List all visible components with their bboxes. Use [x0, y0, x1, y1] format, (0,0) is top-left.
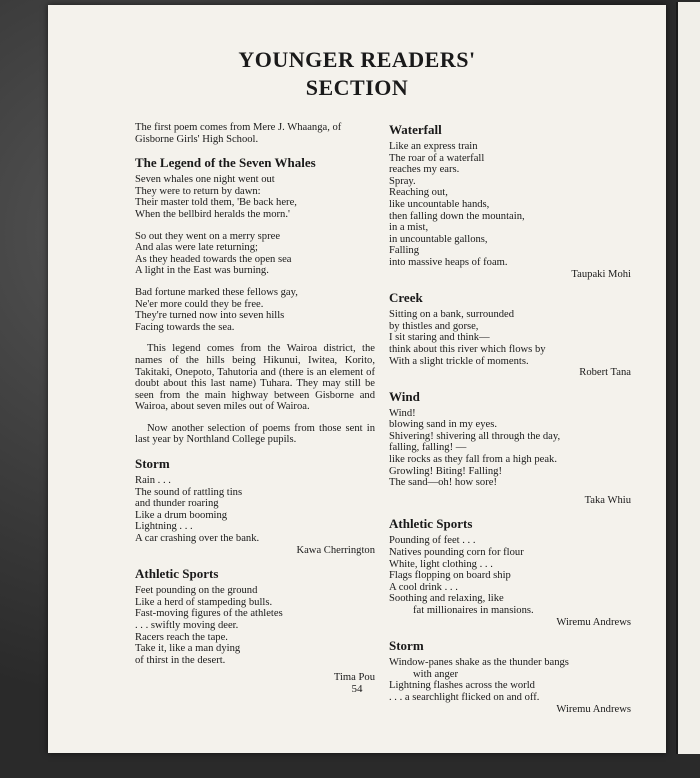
athletic-heading-left: Athletic Sports	[135, 566, 219, 582]
wind-poem	[389, 408, 631, 489]
poem-line: Racers reach the tape.	[135, 631, 228, 643]
poem-line: Lightning flashes across the world	[389, 680, 535, 692]
poem-line: into massive heaps of foam.	[389, 256, 508, 268]
poem-line: Ne'er more could they be free.	[135, 298, 264, 310]
poem-line: Facing towards the sea.	[135, 321, 235, 333]
waterfall-author: Taupaki Mohi	[571, 268, 631, 280]
legend-heading: The Legend of the Seven Whales	[135, 155, 316, 171]
storm-heading-right: Storm	[389, 638, 424, 654]
storm-author: Kawa Cherrington	[296, 544, 375, 556]
poem-line: then falling down the mountain,	[389, 210, 525, 222]
poem-line: and thunder roaring	[135, 498, 219, 510]
poem-line: Their master told them, 'Be back here,	[135, 197, 297, 209]
poem-line: Like a herd of stampeding bulls.	[135, 596, 273, 608]
poem-line: They're turned now into seven hills	[135, 310, 285, 322]
poem-line: Lightning . . .	[135, 521, 193, 533]
poem-line: Take it, like a man dying	[135, 643, 241, 655]
poem-line: And alas were late returning;	[135, 242, 258, 254]
poem-line: reaches my ears.	[389, 164, 460, 176]
poem-line: Rain . . .	[135, 475, 171, 487]
poem-line: As they headed towards the open sea	[135, 253, 292, 265]
poem-line: Flags flopping on board ship	[389, 570, 511, 582]
legend-stanza-1	[135, 174, 375, 220]
poem-line: Spray.	[389, 175, 416, 187]
poem-line: When the bellbird heralds the morn.'	[135, 208, 290, 220]
poem-line: by thistles and gorse,	[389, 320, 479, 332]
poem-line: in uncountable gallons,	[389, 233, 488, 245]
poem-line: So out they went on a merry spree	[135, 230, 281, 242]
page-title	[48, 46, 666, 102]
poem-line: Fast-moving figures of the athletes	[135, 608, 283, 620]
poem-line: A light in the East was burning.	[135, 265, 269, 277]
wind-author: Taka Whiu	[584, 494, 631, 506]
poem-line: like rocks as they fall from a high peak.	[389, 454, 557, 466]
selection-note: Now another selection of poems from those sent in last year by Northland College pupils.	[135, 422, 375, 446]
poem-line: think about this river which flows by	[389, 343, 546, 355]
athletic-poem-right	[389, 535, 631, 616]
storm-poem	[135, 475, 375, 545]
poem-line: Sitting on a bank, surrounded	[389, 309, 515, 321]
poem-line: Natives pounding corn for flour	[389, 547, 524, 559]
legend-stanza-2	[135, 231, 375, 277]
poem-line: White, light clothing . . .	[389, 558, 493, 570]
poem-line: Like a drum booming	[135, 509, 228, 521]
title-line-1: YOUNGER READERS'	[238, 47, 476, 72]
poem-line: Soothing and relaxing, like	[389, 593, 504, 605]
creek-poem	[389, 309, 631, 367]
poem-line: Feet pounding on the ground	[135, 585, 258, 597]
poem-line: A car crashing over the bank.	[135, 533, 260, 545]
poem-line: . . . swiftly moving deer.	[135, 620, 239, 631]
left-column	[135, 122, 375, 694]
poem-line: in a mist,	[389, 222, 429, 234]
creek-author: Robert Tana	[579, 367, 631, 379]
poem-line: They were to return by dawn:	[135, 185, 261, 197]
right-column	[389, 122, 631, 725]
athletic-author-left: Tima Pou	[333, 672, 375, 684]
poem-line: The sound of rattling tins	[135, 486, 243, 498]
poem-line: With a slight trickle of moments.	[389, 355, 529, 367]
poem-line: Like an express train	[389, 141, 478, 152]
poem-line: . . . a searchlight flicked on and off.	[389, 691, 540, 703]
poem-line: of thirst in the desert.	[135, 654, 226, 666]
athletic-author-right: Wiremu Andrews	[556, 616, 631, 628]
poem-line: blowing sand in my eyes.	[389, 419, 497, 431]
waterfall-poem	[389, 141, 631, 269]
page-number: 54	[351, 683, 363, 695]
poem-line: The roar of a waterfall	[389, 152, 485, 164]
poem-line: Seven whales one night went out	[135, 174, 275, 186]
poem-line: Reaching out,	[389, 187, 448, 199]
waterfall-heading: Waterfall	[389, 122, 442, 137]
poem-line: Pounding of feet . . .	[389, 535, 476, 547]
poem-line: Window-panes shake as the thunder bangs	[389, 657, 569, 669]
poem-line: A cool drink . . .	[389, 581, 458, 593]
storm-poem-right	[389, 657, 631, 703]
facing-page-edge	[676, 2, 700, 754]
poem-line: falling, falling! —	[389, 442, 467, 454]
poem-line: with anger	[413, 668, 459, 680]
legend-note: This legend comes from the Wairoa district, the names of the hills being Hikunui, Iwitea, Korito, Takitaki, Onepoto, Tahutoria and (there is an element of doubt about this last name) Tuhara. They may still be seen from the main highway between Gisborne and Wairoa, about seven miles out of Wairoa.	[135, 343, 375, 413]
creek-heading: Creek	[389, 290, 423, 306]
wind-heading: Wind	[389, 388, 420, 404]
poem-line: Bad fortune marked these fellows gay,	[135, 286, 298, 298]
storm-author-right: Wiremu Andrews	[556, 703, 631, 715]
poem-line: Growling! Biting! Falling!	[389, 465, 502, 477]
poem-line: like uncountable hands,	[389, 198, 490, 210]
athletic-poem-left	[135, 585, 375, 666]
legend-stanza-3	[135, 287, 375, 333]
title-line-2: SECTION	[305, 75, 409, 100]
poem-line: Wind!	[389, 407, 416, 419]
storm-heading: Storm	[135, 456, 170, 472]
intro-text: The first poem comes from Mere J. Whaanga, of Gisborne Girls' High School.	[135, 122, 342, 145]
poem-line: The sand—oh! how sore!	[389, 477, 497, 489]
poem-line: Falling	[389, 245, 420, 257]
poem-line: I sit staring and think—	[389, 332, 490, 344]
athletic-heading-right: Athletic Sports	[389, 516, 473, 532]
poem-line: fat millionaires in mansions.	[413, 605, 534, 616]
poem-line: Shivering! shivering all through the day,	[389, 430, 561, 442]
